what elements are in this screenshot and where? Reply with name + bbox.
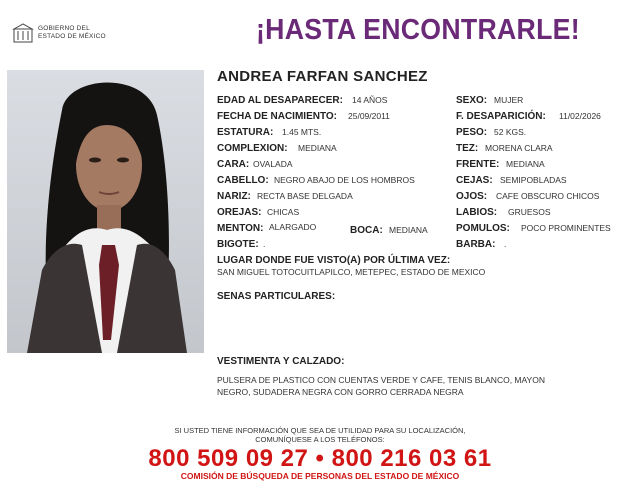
fdesap-value: 11/02/2026: [559, 111, 601, 121]
estatura-value: 1.45 MTS.: [282, 127, 322, 137]
orejas-label: OREJAS:: [217, 207, 262, 218]
menton-value: ALARGADO: [269, 222, 317, 232]
edad-label: EDAD AL DESAPARECER:: [217, 95, 343, 106]
footer-info-line2: COMUNÍQUESE A LOS TELÉFONOS:: [255, 435, 385, 444]
frente-value: MEDIANA: [506, 159, 545, 169]
nariz-value: RECTA BASE DELGADA: [257, 191, 353, 201]
labios-label: LABIOS:: [456, 207, 498, 218]
phone-numbers: 800 509 09 27 • 800 216 03 61: [148, 445, 492, 472]
lugar-label: LUGAR DONDE FUE VISTO(A) POR ÚLTIMA VEZ:: [217, 255, 451, 266]
menton-label: MENTON:: [217, 223, 264, 234]
orejas-value: CHICAS: [267, 207, 300, 217]
sexo-label: SEXO:: [456, 95, 488, 106]
pomulos-value: POCO PROMINENTES: [521, 223, 611, 233]
commission-name: COMISIÓN DE BÚSQUEDA DE PERSONAS DEL ESTADO DE MÉXICO: [180, 471, 460, 481]
tez-label: TEZ:: [456, 143, 479, 154]
cejas-value: SEMIPOBLADAS: [500, 175, 567, 185]
government-logo: [12, 20, 132, 48]
complexion-value: MEDIANA: [298, 143, 337, 153]
lugar-value: SAN MIGUEL TOTOCUITLAPILCO, METEPEC, ESTADO DE MEXICO: [217, 267, 486, 277]
vestimenta-label: VESTIMENTA Y CALZADO:: [217, 356, 345, 367]
ojos-label: OJOS:: [456, 191, 488, 202]
labios-value: GRUESOS: [508, 207, 551, 217]
bigote-label: BIGOTE:: [217, 239, 259, 250]
boca-label: BOCA:: [350, 225, 383, 236]
nacimiento-label: FECHA DE NACIMIENTO:: [217, 111, 337, 122]
peso-value: 52 KGS.: [494, 127, 527, 137]
edad-value: 14 AÑOS: [352, 95, 388, 105]
vestimenta-line1: PULSERA DE PLASTICO CON CUENTAS VERDE Y CAFE, TENIS BLANCO, MAYON: [217, 375, 545, 385]
state-seal-icon: [12, 23, 34, 45]
headline: ¡HASTA ENCONTRARLE!: [256, 14, 580, 46]
nacimiento-value: 25/09/2011: [348, 111, 390, 121]
cabello-value: NEGRO ABAJO DE LOS HOMBROS: [274, 175, 415, 185]
estatura-label: ESTATURA:: [217, 127, 274, 138]
complexion-label: COMPLEXION:: [217, 143, 288, 154]
boca-value: MEDIANA: [389, 225, 428, 235]
barba-value: .: [504, 239, 507, 249]
footer-info-line1: SI USTED TIENE INFORMACIÓN QUE SEA DE UTILIDAD PARA SU LOCALIZACIÓN,: [174, 426, 466, 435]
bigote-value: .: [263, 239, 266, 249]
cabello-label: CABELLO:: [217, 175, 269, 186]
pomulos-label: POMULOS:: [456, 223, 510, 234]
vestimenta-line2: NEGRO, SUDADERA NEGRA CON GORRO CERRADA NEGRA: [217, 387, 464, 397]
senas-label: SENAS PARTICULARES:: [217, 291, 336, 302]
sexo-value: MUJER: [494, 95, 524, 105]
logo-text-line1: GOBIERNO DEL: [38, 25, 90, 32]
peso-label: PESO:: [456, 127, 488, 138]
nariz-label: NARIZ:: [217, 191, 251, 202]
barba-label: BARBA:: [456, 239, 496, 250]
frente-label: FRENTE:: [456, 159, 500, 170]
tez-value: MORENA CLARA: [485, 143, 553, 153]
cara-label: CARA:: [217, 159, 250, 170]
logo-text-line2: ESTADO DE MÉXICO: [38, 33, 106, 40]
ojos-value: CAFE OBSCURO CHICOS: [496, 191, 600, 201]
person-name: ANDREA FARFAN SANCHEZ: [217, 68, 428, 85]
cara-value: OVALADA: [253, 159, 293, 169]
cejas-label: CEJAS:: [456, 175, 493, 186]
fdesap-label: F. DESAPARICIÓN:: [456, 111, 546, 122]
person-photo: [7, 70, 204, 353]
